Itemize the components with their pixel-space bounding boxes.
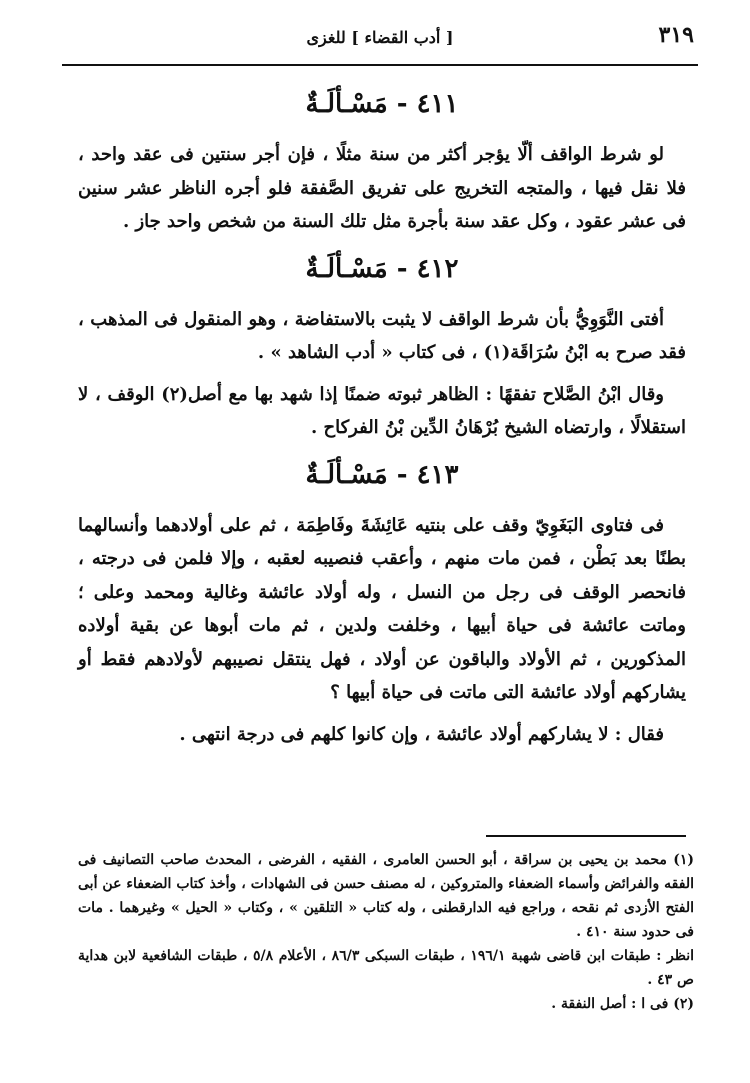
issue-411 <box>78 82 686 239</box>
page-number: ٣١٩ <box>658 22 694 48</box>
issue-412 <box>78 247 686 445</box>
footnote: (٢) فى ا : أصل النفقة . <box>551 996 694 1012</box>
paragraph: فقال : لا يشاركهم أولاد عائشة ، وإن كانوا كلهم فى درجة انتهى . <box>179 723 664 745</box>
section-heading: ٤١٣ - مَسْـألَـةٌ <box>305 459 459 490</box>
paragraph: وقال ابْنُ الصَّلاح تفقهًا : الظاهر ثبوته ضمنًا إذا شهد بها مع أصل(٢) الوقف ، لا استقلالًا ، وارتضاه الشيخ بُرْهَانُ الدِّين بْنُ الفركاح . <box>78 383 686 438</box>
section-heading: ٤١٢ - مَسْـألَـةٌ <box>305 253 459 284</box>
main-text <box>78 78 686 751</box>
header-divider <box>62 64 698 66</box>
paragraph: أفتى النَّوَوِيُّ بأن شرط الواقف لا يثبت بالاستفاضة ، وهو المنقول فى المذهب ، فقد صرح به ابْنُ سُرَاقَة(١) ، فى كتاب « أدب الشاهد » . <box>78 308 686 363</box>
footnotes <box>78 848 694 1016</box>
paragraph: لو شرط الواقف ألّا يؤجر أكثر من سنة مثلًا ، فإن أجر سنتين فى عقد واحد ، فلا نقل فيها ، والمتجه التخريج على تفريق الصَّفقة فلو أجره الناظر عشر سنين فى عشر عقود ، وكل عقد سنة بأجرة مثل تلك السنة من شخص واحد جاز . <box>78 144 686 232</box>
paragraph: فى فتاوى البَغَوِيّ وقف على بنتيه عَائِشَةَ وفَاطِمَة ، ثم على أولادهما وأنسالهما بطنًا بعد بَطْن ، فمن مات منهم ، وأعقب فنصيبه لعقبه ، وإلا فلمن فى درجته ، فانحصر الوقف فى رجل من النسل ، وله أولاد عائشة وغالية ومحمد وعلى ؛ وماتت عائشة فى حياة أبيها ، وخلفت ولدين ، ثم مات أبوها عن بقية أولاده المذكورين ، ثم الأولاد والباقون عن أولاد ، فهل ينتقل نصيبهم لأولادهم فقط أو يشاركهم أولاد عائشة التى ماتت فى حياة أبيها ؟ <box>78 514 686 703</box>
section-heading: ٤١١ - مَسْـألَـةٌ <box>305 89 459 119</box>
footnote: انظر : طبقات ابن قاضى شهبة ١٩٦/١ ، طبقات السبكى ٨٦/٣ ، الأعلام ٥/٨ ، طبقات الشافعية لابن هداية ص ٤٣ . <box>78 948 694 988</box>
issue-413 <box>78 453 686 752</box>
running-title: [ أدب القضاء ] للغزى <box>306 28 454 47</box>
page-header <box>62 22 698 66</box>
footnote: (١) محمد بن يحيى بن سراقة ، أبو الحسن العامرى ، الفقيه ، الفرضى ، المحدث صاحب التصانيف فى الفقه والفرائض وأسماء الضعفاء والمتروكين ، له مصنف حسن فى الشهادات ، وأخذ كتاب الضعفاء عن أبى الفتح الأزدى ثم نقحه ، وراجع فيه الدارقطنى ، وله كتاب « التلقين » ، وكتاب « الحيل » وغيرهما . مات فى حدود سنة ٤١٠ . <box>78 852 694 940</box>
footnote-divider <box>486 835 686 837</box>
